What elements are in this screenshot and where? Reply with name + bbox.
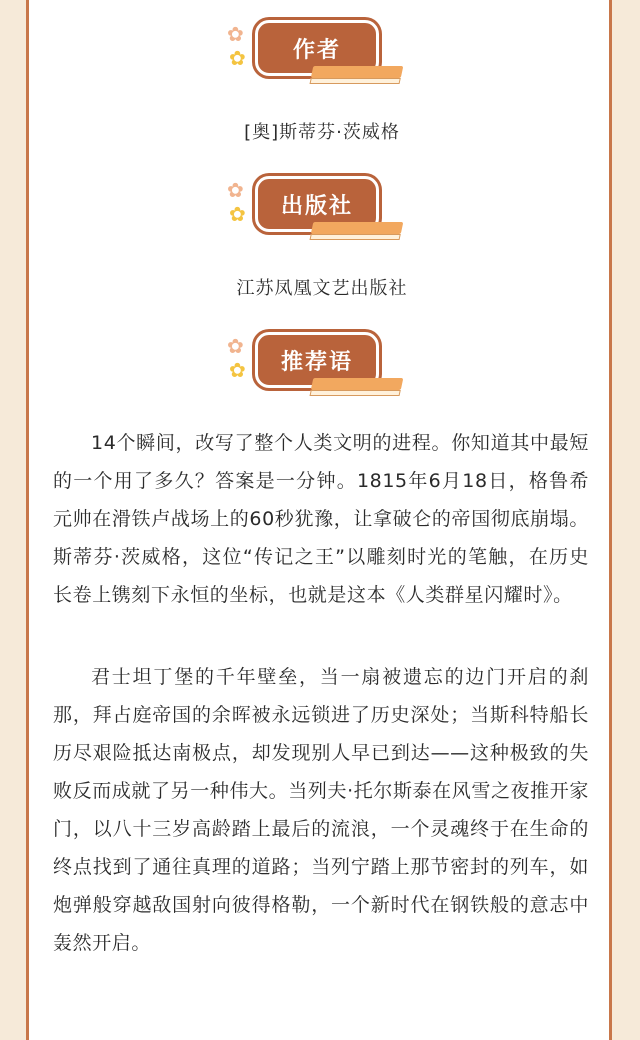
book-icon — [309, 222, 404, 244]
recommendation-heading-badge — [219, 330, 419, 408]
flower-icon: ✿ — [227, 334, 244, 358]
publisher-heading-badge — [219, 174, 419, 252]
author-heading-badge — [219, 18, 419, 96]
flower-icon: ✿ — [229, 358, 246, 382]
recommendation-heading: 推荐语 — [255, 332, 379, 388]
publisher-heading: 出版社 — [255, 176, 379, 232]
recommendation-paragraph-2: 君士坦丁堡的千年壁垒，当一扇被遗忘的边门开启的刹那，拜占庭帝国的余晖被永远锁进了历史深处；当斯科特船长历尽艰险抵达南极点，却发现别人早已到达——这种极致的失败反而成就了另一种伟大。当列夫·托尔斯泰在风雪之夜推开家门，以八十三岁高龄踏上最后的流浪，一个灵魂终于在生命的终点找到了通往真理的道路；当列宁踏上那节密封的列车，如炮弹般穿越敌国射向彼得格勒，一个新时代在钢铁般的意志中轰然开启。 — [53, 666, 589, 954]
flower-icon: ✿ — [227, 22, 244, 46]
author-name: [奥]斯蒂芬·茨威格 — [244, 122, 400, 143]
flower-icon: ✿ — [227, 178, 244, 202]
author-heading: 作者 — [255, 20, 379, 76]
recommendation-paragraph-1: 14个瞬间，改写了整个人类文明的进程。你知道其中最短的一个用了多久？答案是一分钟。1815年6月18日，格鲁希元帅在滑铁卢战场上的60秒犹豫，让拿破仑的帝国彻底崩塌。斯蒂芬·茨威格，这位“传记之王”以雕刻时光的笔触，在历史长卷上镌刻下永恒的坐标，也就是这本《人类群星闪耀时》。 — [53, 432, 589, 606]
book-icon — [309, 66, 404, 88]
content-panel — [26, 0, 612, 1040]
book-icon — [309, 378, 404, 400]
publisher-name: 江苏凤凰文艺出版社 — [236, 278, 408, 299]
flower-icon: ✿ — [229, 202, 246, 226]
flower-icon: ✿ — [229, 46, 246, 70]
